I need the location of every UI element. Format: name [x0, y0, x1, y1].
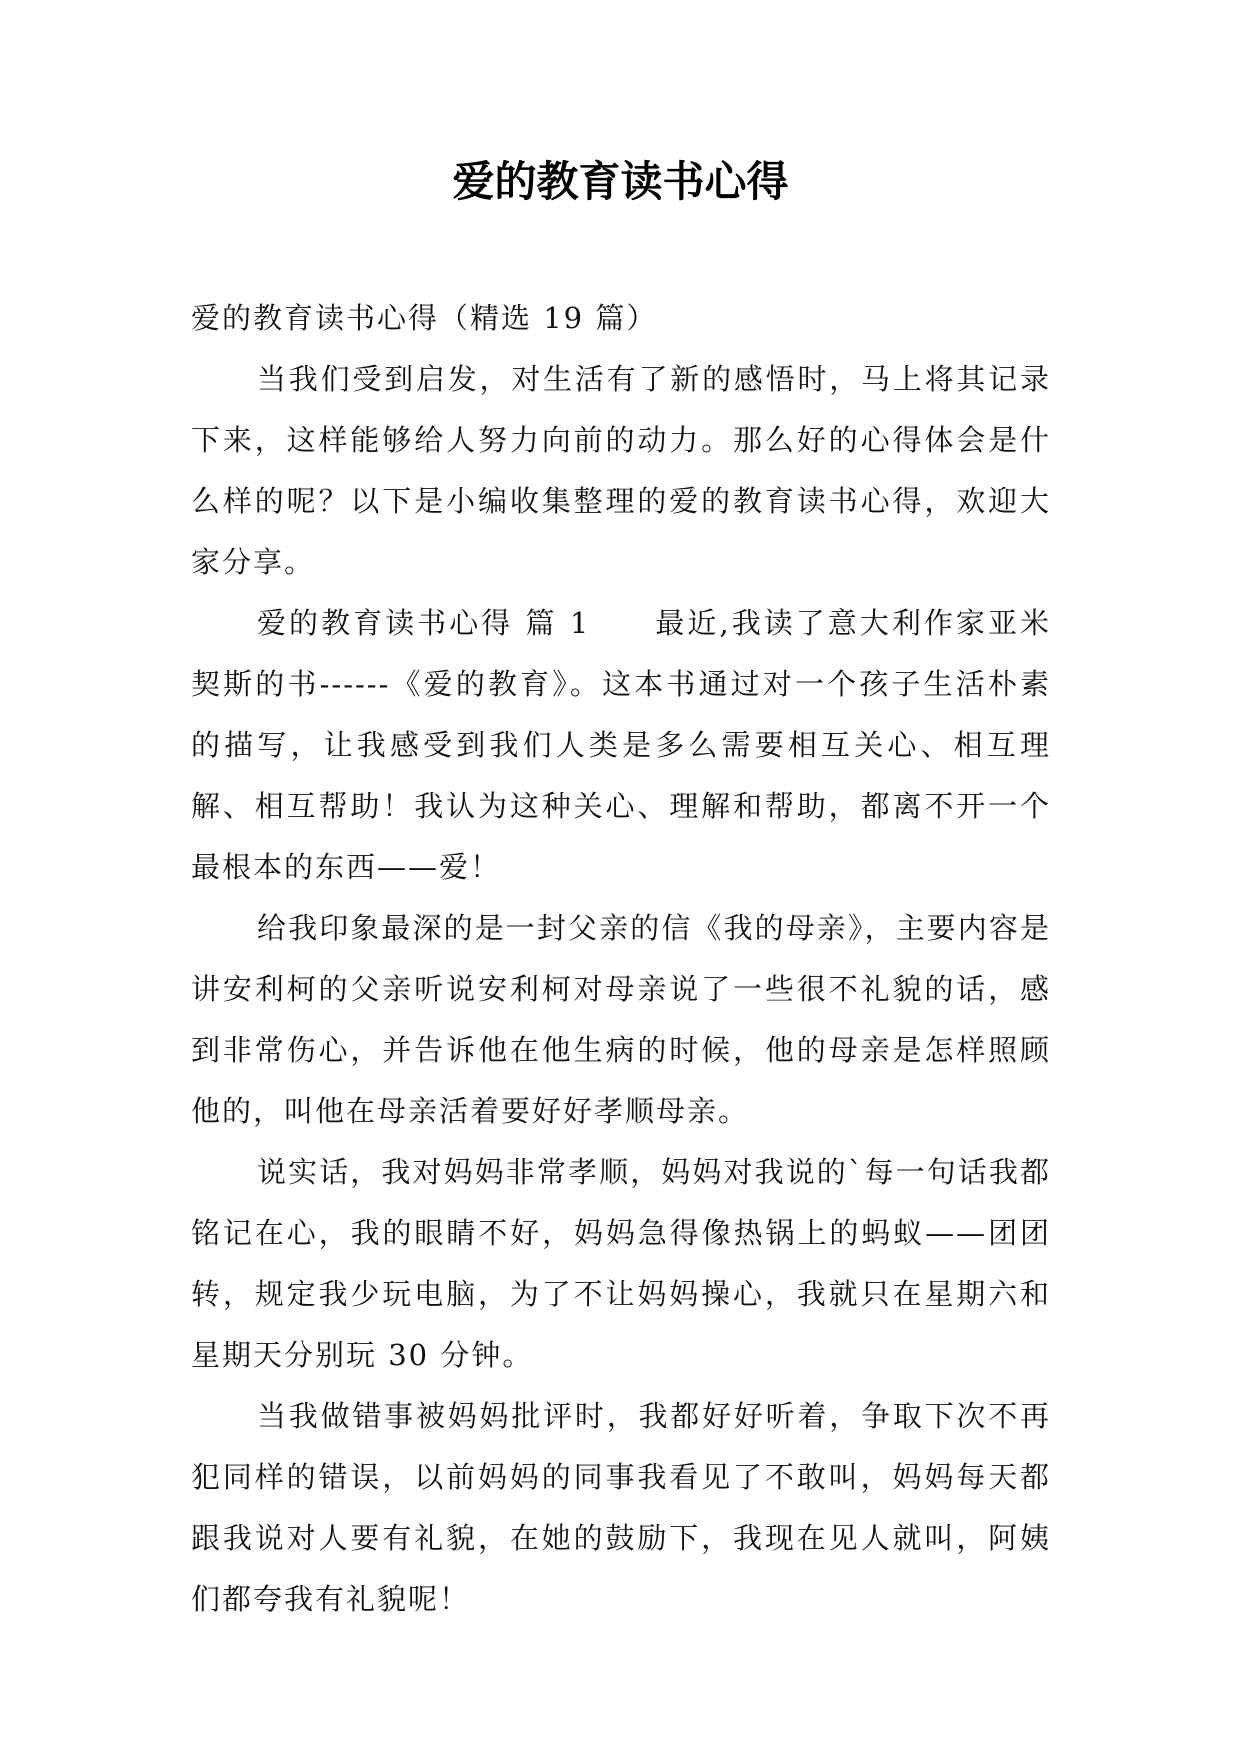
- document-title: 爱的教育读书心得: [452, 157, 789, 206]
- document-body: [191, 288, 1051, 1630]
- essay-paragraph-4: 当我做错事被妈妈批评时，我都好好听着，争取下次不再犯同样的错误，以前妈妈的同事我看见了不敢叫，妈妈每天都跟我说对人要有礼貌，在她的鼓励下，我现在见人就叫，阿姨们都夸我有礼貌呢！: [191, 1399, 1051, 1616]
- intro-paragraph: 当我们受到启发，对生活有了新的感悟时，马上将其记录下来，这样能够给人努力向前的动力。那么好的心得体会是什么样的呢？以下是小编收集整理的爱的教育读书心得，欢迎大家分享。: [191, 362, 1051, 579]
- subtitle-paragraph: 爱的教育读书心得（精选 19 篇）: [191, 301, 658, 335]
- essay-paragraph-1: 爱的教育读书心得 篇 1 最近,我读了意大利作家亚米契斯的书------《爱的教育》。这本书通过对一个孩子生活朴素的描写，让我感受到我们人类是多么需要相互关心、相互理解、相互帮助！我认为这种关心、理解和帮助，都离不开一个最根本的东西——爱！: [191, 606, 1051, 884]
- essay-paragraph-2: 给我印象最深的是一封父亲的信《我的母亲》，主要内容是讲安利柯的父亲听说安利柯对母亲说了一些很不礼貌的话，感到非常伤心，并告诉他在他生病的时候，他的母亲是怎样照顾他的，叫他在母亲活着要好好孝顺母亲。: [191, 911, 1051, 1128]
- essay-paragraph-3: 说实话，我对妈妈非常孝顺，妈妈对我说的`每一句话我都铭记在心，我的眼睛不好，妈妈急得像热锅上的蚂蚁——团团转，规定我少玩电脑，为了不让妈妈操心，我就只在星期六和星期天分别玩 30 分钟。: [191, 1155, 1051, 1372]
